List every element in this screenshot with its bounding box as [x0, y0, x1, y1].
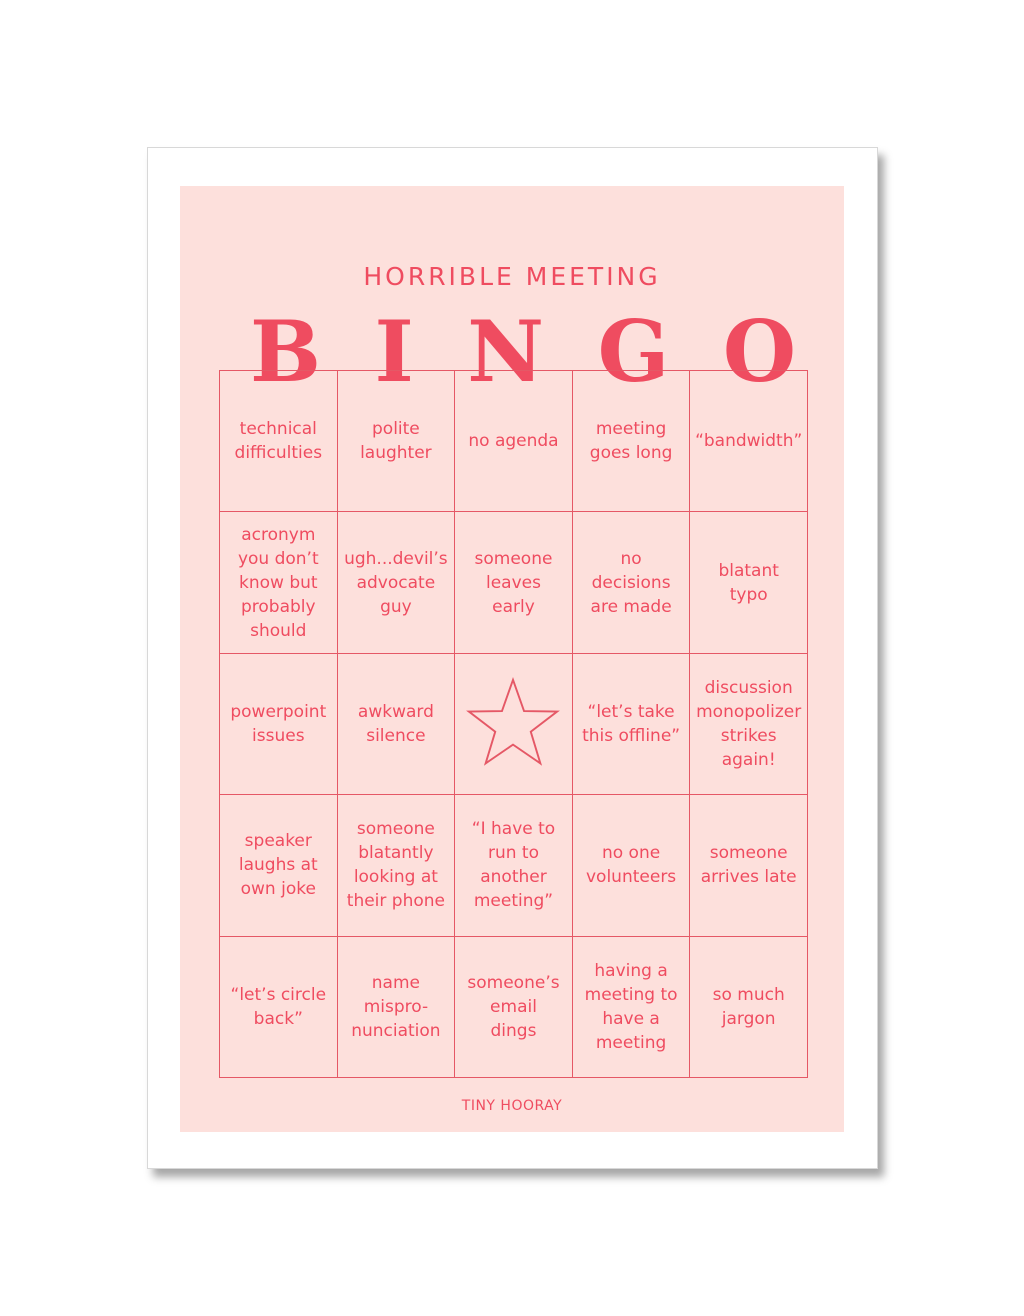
bingo-cell-r3c1: powerpoint issues: [220, 654, 338, 795]
bingo-cell-r5c1: “let’s circle back”: [220, 937, 338, 1078]
bingo-panel: [180, 186, 844, 1132]
bingo-cell-r1c1: technical difficulties: [220, 371, 338, 512]
bingo-cell-r2c4: no decisions are made: [573, 512, 691, 653]
bingo-cell-r5c2: name mispro- nunciation: [338, 937, 456, 1078]
bingo-cell-free-space: [455, 654, 573, 795]
bingo-cell-r5c5: so much jargon: [690, 937, 808, 1078]
bingo-cell-r3c2: awkward silence: [338, 654, 456, 795]
title-letter-i: I: [374, 302, 414, 401]
bingo-cell-r2c1: acronym you don’t know but probably should: [220, 512, 338, 653]
bingo-cell-r3c4: “let’s take this offline”: [573, 654, 691, 795]
bingo-grid: [219, 370, 808, 1078]
bingo-cell-r1c5: “bandwidth”: [690, 371, 808, 512]
bingo-cell-r4c4: no one volunteers: [573, 795, 691, 936]
brand-footer: TINY HOORAY: [461, 1098, 563, 1114]
bingo-cell-r3c5: discussion monopolizer strikes again!: [690, 654, 808, 795]
bingo-cell-r1c4: meeting goes long: [573, 371, 691, 512]
bingo-cell-r1c3: no agenda: [455, 371, 573, 512]
bingo-cell-r1c2: polite laughter: [338, 371, 456, 512]
bingo-cell-r4c2: someone blatantly looking at their phone: [338, 795, 456, 936]
bingo-cell-r2c2: ugh...devil’s advocate guy: [338, 512, 456, 653]
bingo-cell-r4c3: “I have to run to another meeting”: [455, 795, 573, 936]
star-icon: [465, 676, 561, 772]
bingo-cell-r2c5: blatant typo: [690, 512, 808, 653]
title-letter-g: G: [597, 302, 670, 401]
title-letter-n: N: [467, 302, 545, 401]
bingo-cell-r2c3: someone leaves early: [455, 512, 573, 653]
title-letter-b: B: [250, 302, 321, 401]
bingo-cell-r5c4: having a meeting to have a meeting: [573, 937, 691, 1078]
bingo-cell-r4c5: someone arrives late: [690, 795, 808, 936]
card-subtitle: HORRIBLE MEETING: [363, 262, 661, 291]
bingo-cell-r5c3: someone’s email dings: [455, 937, 573, 1078]
title-letter-o: O: [722, 302, 796, 401]
bingo-card: [147, 147, 878, 1169]
bingo-cell-r4c1: speaker laughs at own joke: [220, 795, 338, 936]
